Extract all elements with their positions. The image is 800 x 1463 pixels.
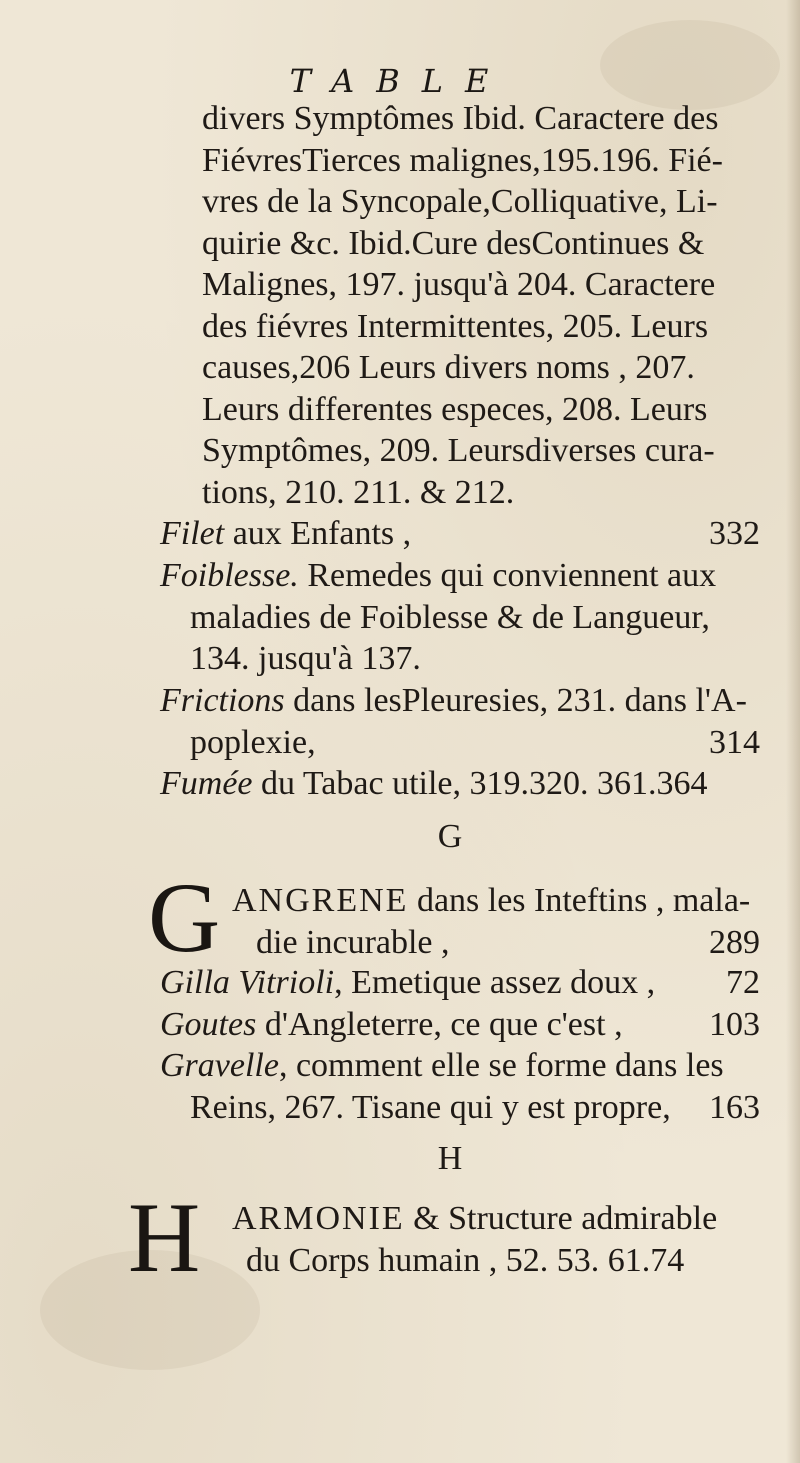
index-entry-foiblesse (160, 555, 760, 680)
entry-keyword: Filet (160, 515, 225, 552)
text-line: Leurs differentes especes, 208. Leurs (202, 390, 708, 428)
entry-text: , comment elle se forme dans les (278, 1047, 724, 1084)
drop-cap-g: G (148, 862, 221, 973)
entry-text: Remedes qui conviennent aux (298, 557, 717, 594)
index-entry-goutes (160, 1004, 760, 1046)
entry-continuation: Reins, 267. Tisane qui y est propre, (190, 1088, 671, 1126)
entry-keyword: Goutes (160, 1006, 257, 1043)
text-line: divers Symptômes Ibid. Caractere des (202, 100, 719, 137)
page-edge-shadow (786, 0, 800, 1463)
entry-text: du Tabac utile, 319.320. 361.364 (252, 765, 708, 802)
drop-cap-h: H (128, 1182, 201, 1293)
entry-text: dans lesPleuresies, 231. dans l'A- (284, 682, 747, 719)
page-number: 72 (726, 964, 760, 1001)
page-number: 163 (709, 1088, 760, 1126)
text-line: quirie &c. Ibid.Cure desContinues & (202, 224, 705, 262)
page-number: 289 (709, 923, 760, 961)
index-entry-fumee (160, 763, 760, 805)
section-letter-g: G (437, 818, 463, 855)
entry-continuation: du Corps humain , 52. 53. 61.74 (246, 1241, 685, 1279)
text-line: tions, 210. 211. & 212. (202, 473, 515, 511)
entry-text: & Structure admirable (404, 1200, 718, 1237)
text-line: des fiévres Intermittentes, 205. Leurs (202, 307, 709, 345)
entry-keyword: Gilla Vitrioli (160, 964, 335, 1001)
index-entry-frictions (160, 680, 760, 763)
entry-keyword: ANGRENE (232, 882, 409, 919)
running-header: TABLE (289, 62, 511, 100)
entry-continuation: 134. jusqu'à 137. (190, 640, 421, 677)
entry-text: dans les Inteftins , mala- (408, 882, 751, 919)
entry-continuation: maladies de Foiblesse & de Langueur, (190, 598, 710, 636)
entry-continuation: die incurable , (256, 923, 450, 961)
page-number: 332 (709, 515, 760, 552)
entry-keyword: Frictions (160, 682, 285, 719)
page-number: 103 (709, 1006, 760, 1043)
text-line: vres de la Syncopale,Colliquative, Li- (202, 183, 718, 220)
entry-keyword: Fumée (160, 765, 253, 802)
continuation-paragraph (202, 98, 760, 513)
text-line: Symptômes, 209. Leursdiverses cura- (202, 432, 715, 469)
entry-text: d'Angleterre, ce que c'est , (256, 1006, 623, 1043)
index-entry-gangrene (232, 880, 760, 963)
entry-continuation: poplexie, (190, 723, 316, 761)
index-entry-gravelle (160, 1045, 760, 1128)
text-line: Malignes, 197. jusqu'à 204. Caractere (202, 266, 716, 303)
text-line: causes,206 Leurs divers noms , 207. (202, 349, 695, 386)
index-entry-filet (160, 513, 760, 555)
entry-text: , Emetique assez doux , (334, 964, 656, 1001)
text-line: FiévresTierces malignes,195.196. Fié- (202, 141, 723, 179)
entry-keyword: Gravelle (160, 1047, 279, 1084)
index-entry-gilla (160, 962, 760, 1004)
section-letter-h: H (437, 1140, 463, 1177)
entry-keyword: ARMONIE (232, 1200, 405, 1237)
entry-keyword: Foiblesse. (160, 557, 299, 594)
index-entry-harmonie (232, 1198, 760, 1281)
entry-text: aux Enfants , (224, 515, 412, 552)
page-number: 314 (709, 723, 760, 761)
